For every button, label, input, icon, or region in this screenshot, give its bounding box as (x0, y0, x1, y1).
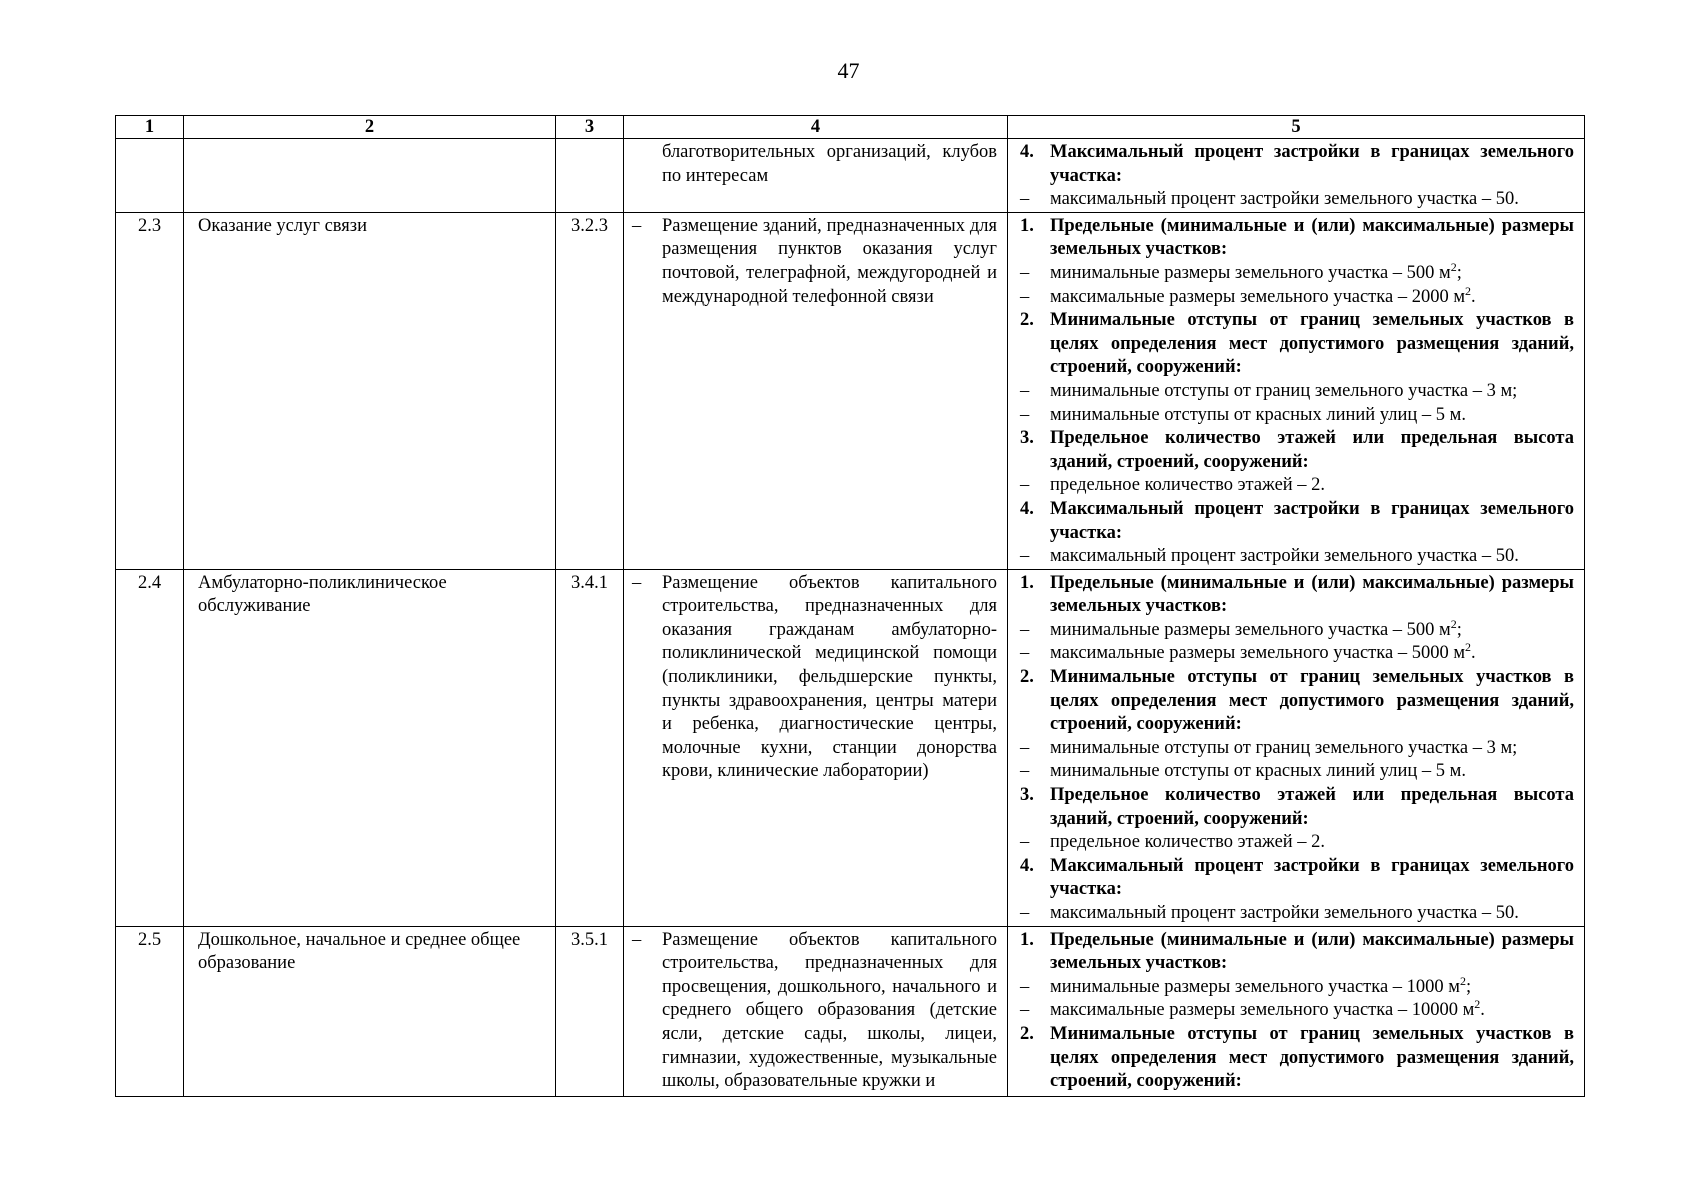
number-marker: 2. (1020, 667, 1034, 688)
superscript: 2 (1450, 259, 1457, 274)
dash-marker: – (1020, 380, 1030, 401)
superscript: 2 (1465, 640, 1472, 655)
parameter-text-main: минимальные отступы от красных линий улиц – 5 м. (1050, 761, 1466, 782)
parameter-heading (1020, 498, 1574, 545)
parameter-text (1050, 616, 1574, 643)
parameter-text-main: Минимальные отступы от границ земельных участков в целях определения мест допустимого размещения зданий, строений, сооружений: (1050, 1023, 1574, 1092)
parameter-heading (1020, 784, 1574, 831)
parameter-text-main: Предельные (минимальные и (или) максимальные) размеры земельных участков: (1050, 215, 1574, 260)
parameter-text-main: Максимальный процент застройки в границах земельного участка: (1050, 855, 1574, 900)
parameter-text (1050, 283, 1574, 310)
parameter-text-main: максимальный процент застройки земельного участка – 50. (1050, 903, 1519, 923)
parameter-text-main: минимальные размеры земельного участка – 500 м (1050, 262, 1451, 283)
number-marker: 3. (1020, 785, 1034, 806)
parameter-item (1020, 616, 1574, 643)
parameter-text (1050, 474, 1574, 498)
use-description-cell (624, 212, 1008, 569)
parameter-item (1020, 188, 1574, 212)
parameter-text-main: Предельное количество этажей или предельная высота зданий, строений, сооружений: (1050, 785, 1574, 829)
dash-marker: – (1020, 619, 1030, 640)
use-description: Размещение объектов капитального строительства, предназначенных для оказания гражданам амбулаторно-поликлинической медицинской помощи (поликлиники, фельдшерские пункты, пункты здравоохранения, центры матери и ребенка, диагностические центры, молочные кухни, станции донорства крови, клинические лаборатории) (662, 572, 997, 782)
dash-marker: – (1020, 262, 1030, 283)
number-marker: 4. (1020, 855, 1034, 876)
parameter-text-main: минимальные отступы от границ земельного участка – 3 м; (1050, 380, 1518, 401)
parameter-text (1050, 855, 1574, 902)
use-name-cell (184, 569, 556, 926)
parameter-text-main: Предельное количество этажей или предельная высота зданий, строений, сооружений: (1050, 428, 1574, 472)
dash-marker: – (1020, 903, 1030, 923)
superscript: 2 (1450, 616, 1457, 631)
parameter-heading (1020, 427, 1574, 474)
use-description: благотворительных организаций, клубов по интересам (662, 142, 997, 186)
number-marker: 1. (1020, 215, 1034, 236)
use-description-cell (624, 139, 1008, 213)
number-marker: 2. (1020, 310, 1034, 331)
table-row (116, 139, 1585, 213)
parameter-item (1020, 902, 1574, 926)
parameter-text (1050, 831, 1574, 855)
dash-marker: – (1020, 737, 1030, 758)
parameter-text (1050, 666, 1574, 737)
parameter-text-main: предельное количество этажей – 2. (1050, 832, 1326, 853)
number-marker: 4. (1020, 142, 1034, 162)
parameter-text (1050, 929, 1574, 976)
parameter-heading (1020, 666, 1574, 737)
use-description-cell (624, 926, 1008, 1096)
parameter-text (1050, 309, 1574, 380)
use-description: Размещение зданий, предназначенных для размещения пунктов оказания услуг почтовой, телеграфной, междугородней и международной телефонной связи (662, 215, 997, 307)
parameter-text (1050, 380, 1574, 404)
header-col-4: 4 (624, 116, 1008, 139)
parameter-text (1050, 902, 1574, 926)
parameter-item (1020, 474, 1574, 498)
parameters-cell (1008, 212, 1585, 569)
number-marker: 3. (1020, 428, 1034, 449)
parameter-text-tail: ; (1466, 976, 1472, 997)
parameter-text (1050, 973, 1574, 1000)
parameter-text-main: Максимальный процент застройки в границах земельного участка: (1050, 498, 1574, 543)
use-code-cell (556, 139, 624, 213)
parameter-heading (1020, 1023, 1574, 1094)
parameter-item (1020, 259, 1574, 286)
parameter-heading (1020, 572, 1574, 619)
parameter-text (1050, 404, 1574, 428)
parameter-text-main: минимальные размеры земельного участка – 500 м (1050, 619, 1451, 640)
use-description-cell (624, 569, 1008, 926)
header-col-1: 1 (116, 116, 184, 139)
dash-marker: – (1020, 189, 1030, 210)
parameter-item (1020, 380, 1574, 404)
table-row (116, 926, 1585, 1096)
dash-marker: – (1020, 1000, 1030, 1021)
row-number-cell (116, 926, 184, 1096)
parameter-text (1050, 760, 1574, 784)
parameter-text (1050, 642, 1574, 666)
superscript: 2 (1460, 973, 1466, 988)
superscript: 2 (1465, 283, 1472, 298)
parameter-text-main: максимальный процент застройки земельного участка – 50. (1050, 189, 1519, 210)
parameter-text-main: Предельные (минимальные и (или) максимальные) размеры земельных участков: (1050, 929, 1574, 974)
dash-marker: – (1020, 832, 1030, 853)
use-code: 3.4.1 (571, 572, 608, 593)
parameter-text (1050, 188, 1574, 212)
parameter-text (1050, 1023, 1574, 1094)
parameter-item (1020, 973, 1574, 1000)
dash-marker: – (1020, 761, 1030, 782)
use-code: 3.2.3 (571, 215, 608, 236)
parameter-text (1050, 784, 1574, 831)
use-name: Амбулаторно-поликлиническое обслуживание (198, 572, 447, 617)
use-code-cell (556, 212, 624, 569)
parameter-text (1050, 215, 1574, 262)
dash-marker: – (1020, 976, 1030, 997)
use-name: Дошкольное, начальное и среднее общее образование (198, 929, 521, 974)
number-marker: 2. (1020, 1023, 1034, 1044)
parameter-item (1020, 737, 1574, 761)
parameter-text-tail: . (1471, 286, 1476, 307)
parameter-text-main: Максимальный процент застройки в границах земельного участка: (1050, 142, 1574, 186)
parameter-text-main: Минимальные отступы от границ земельных участков в целях определения мест допустимого размещения зданий, строений, сооружений: (1050, 667, 1574, 735)
row-number: 2.4 (137, 572, 162, 593)
dash-marker: – (1020, 546, 1030, 567)
number-marker: 1. (1020, 929, 1034, 950)
parameter-item (1020, 642, 1574, 666)
parameter-text (1050, 999, 1574, 1023)
page-number: 47 (837, 58, 860, 83)
parameter-item (1020, 545, 1574, 569)
parameter-text-main: минимальные размеры земельного участка – 1000 м (1050, 976, 1460, 997)
row-number: 2.5 (137, 929, 162, 950)
parameter-text-main: минимальные отступы от границ земельного участка – 3 м; (1050, 737, 1518, 758)
parameter-item (1020, 760, 1574, 784)
parameter-item (1020, 404, 1574, 428)
header-col-2: 2 (184, 116, 556, 139)
table-header-row (116, 116, 1585, 139)
parameter-text-tail: . (1471, 643, 1476, 664)
parameter-text-main: максимальный процент застройки земельного участка – 50. (1050, 546, 1519, 567)
parameter-text-main: максимальные размеры земельного участка – 5000 м (1050, 643, 1466, 664)
use-name: Оказание услуг связи (198, 215, 368, 236)
parameter-text (1050, 259, 1574, 286)
row-number-cell (116, 139, 184, 213)
use-name-cell (184, 212, 556, 569)
parameter-text-main: максимальные размеры земельного участка – 10000 м (1050, 1000, 1475, 1021)
parameter-text-tail: ; (1456, 262, 1462, 283)
use-name-cell (184, 926, 556, 1096)
parameter-text-main: Предельные (минимальные и (или) максимальные) размеры земельных участков: (1050, 572, 1574, 617)
table-row (116, 212, 1585, 569)
table-row (116, 569, 1585, 926)
parameter-text-main: максимальные размеры земельного участка – 2000 м (1050, 286, 1466, 307)
parameter-text (1050, 498, 1574, 545)
superscript: 2 (1474, 997, 1481, 1012)
dash-marker: – (1020, 286, 1030, 307)
use-code-cell (556, 926, 624, 1096)
row-number-cell (116, 569, 184, 926)
parameter-text (1050, 572, 1574, 619)
parameters-cell (1008, 926, 1585, 1096)
dash-marker: – (632, 572, 642, 593)
dash-marker: – (1020, 643, 1030, 664)
parameter-text-tail: ; (1456, 619, 1462, 640)
parameter-text (1050, 427, 1574, 474)
dash-marker: – (1020, 475, 1030, 496)
regulations-table (115, 115, 1585, 1097)
parameter-heading (1020, 215, 1574, 262)
header-col-3: 3 (556, 116, 624, 139)
use-code-cell (556, 569, 624, 926)
parameter-text (1050, 141, 1574, 188)
parameter-heading (1020, 141, 1574, 188)
parameter-heading (1020, 855, 1574, 902)
number-marker: 4. (1020, 498, 1034, 519)
parameter-item (1020, 999, 1574, 1023)
parameter-text-main: предельное количество этажей – 2. (1050, 475, 1326, 496)
use-code: 3.5.1 (571, 929, 608, 950)
use-name-cell (184, 139, 556, 213)
dash-marker: – (632, 929, 642, 950)
parameters-cell (1008, 569, 1585, 926)
parameter-heading (1020, 309, 1574, 380)
dash-marker: – (632, 215, 642, 236)
parameter-text-main: Минимальные отступы от границ земельных участков в целях определения мест допустимого размещения зданий, строений, сооружений: (1050, 310, 1574, 378)
parameter-text-main: минимальные отступы от красных линий улиц – 5 м. (1050, 404, 1466, 425)
parameter-text-tail: . (1480, 1000, 1485, 1021)
row-number: 2.3 (137, 215, 162, 236)
dash-marker: – (1020, 404, 1030, 425)
number-marker: 1. (1020, 572, 1034, 593)
parameter-heading (1020, 929, 1574, 976)
use-description: Размещение объектов капитального строительства, предназначенных для просвещения, дошкольного, начального и среднего общего образования (детские ясли, детские сады, школы, лицеи, гимназии, художественные, музыкальные школы, образовательные кружки и (662, 929, 997, 1092)
parameter-text (1050, 545, 1574, 569)
header-col-5: 5 (1008, 116, 1585, 139)
parameters-cell (1008, 139, 1585, 213)
row-number-cell (116, 212, 184, 569)
parameter-item (1020, 831, 1574, 855)
parameter-item (1020, 283, 1574, 310)
parameter-text (1050, 737, 1574, 761)
